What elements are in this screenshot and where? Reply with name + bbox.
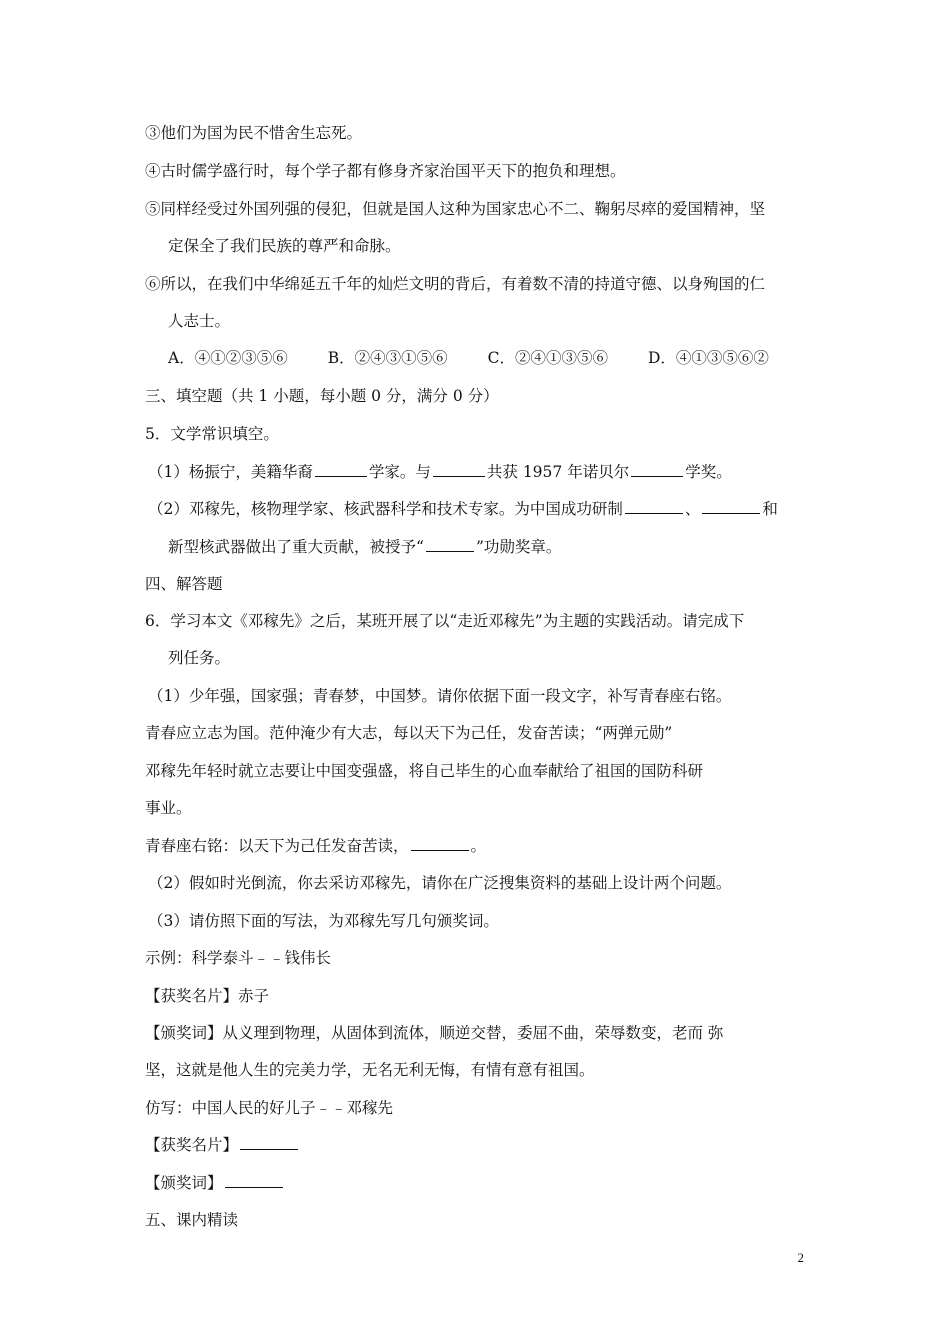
imitation-award-card: 【获奖名片】 — [145, 1134, 300, 1156]
answer-options — [168, 347, 769, 369]
sentence-6-line2: 人志士。 — [168, 312, 231, 330]
fill-blank — [433, 461, 485, 477]
passage-line3: 事业。 — [145, 799, 192, 817]
section-4-heading: 四、解答题 — [145, 575, 223, 593]
fill-blank — [625, 498, 683, 514]
fill-blank — [702, 498, 760, 514]
passage-line1: 青春应立志为国。范仲淹少有大志，每以天下为己任，发奋苦读；“两弹元勋” — [145, 724, 673, 742]
question-6-line1: 6．学习本文《邓稼先》之后，某班开展了以“走近邓稼先”为主题的实践活动。请完成下 — [145, 612, 745, 630]
sentence-6-line1: ⑥所以，在我们中华绵延五千年的灿烂文明的背后，有着数不清的持道守德、以身殉国的仁 — [145, 275, 766, 293]
example-title: 示例：科学泰斗﹣﹣钱伟长 — [145, 949, 332, 967]
fill-blank — [240, 1134, 298, 1150]
option-b: B．②④③①⑤⑥ — [327, 349, 448, 367]
passage-line2: 邓稼先年轻时就立志要让中国变强盛，将自己毕生的心血奉献给了祖国的国防科研 — [145, 762, 704, 780]
option-a: A．④①②③⑤⑥ — [168, 349, 288, 367]
question-6-3: （3）请仿照下面的写法，为邓稼先写几句颁奖词。 — [148, 912, 499, 930]
sentence-4: ④古时儒学盛行时，每个学子都有修身齐家治国平天下的抱负和理想。 — [145, 162, 626, 180]
fill-blank — [411, 835, 469, 851]
fill-blank — [631, 461, 683, 477]
option-c: C．②④①③⑤⑥ — [487, 349, 608, 367]
example-award-card: 【获奖名片】赤子 — [145, 987, 270, 1005]
example-award-words-line2: 坚，这就是他人生的完美力学，无名无利无悔，有情有意有祖国。 — [145, 1061, 595, 1079]
imitation-title: 仿写：中国人民的好儿子﹣﹣邓稼先 — [145, 1099, 394, 1117]
question-5-1: （1）杨振宁，美籍华裔 学家。与 共获 1957 年诺贝尔 学奖。 — [148, 463, 732, 481]
page-number: 2 — [797, 1250, 804, 1265]
question-5: 5．文学常识填空。 — [145, 425, 279, 443]
fill-blank — [426, 536, 474, 552]
question-6-1: （1）少年强，国家强；青春梦，中国梦。请你依据下面一段文字，补写青春座右铭。 — [148, 687, 732, 705]
option-d: D．④①③⑤⑥② — [647, 349, 769, 367]
fill-blank — [315, 461, 367, 477]
question-6-2: （2）假如时光倒流，你去采访邓稼先，请你在广泛搜集资料的基础上设计两个问题。 — [148, 874, 732, 892]
section-3-heading: 三、填空题（共 1 小题，每小题 0 分，满分 0 分） — [145, 387, 499, 405]
question-6-line2: 列任务。 — [168, 649, 231, 667]
motto-line: 青春座右铭：以天下为己任发奋苦读， 。 — [145, 837, 487, 855]
example-award-words-line1: 【颁奖词】从义理到物理，从固体到流体，顺逆交替，委屈不曲，荣辱数变，老而 弥 — [145, 1024, 724, 1042]
sentence-3: ③他们为国为民不惜舍生忘死。 — [145, 124, 363, 142]
imitation-award-words: 【颁奖词】 — [145, 1172, 285, 1194]
section-5-heading: 五、课内精读 — [145, 1211, 239, 1229]
sentence-5-line2: 定保全了我们民族的尊严和命脉。 — [168, 237, 401, 255]
question-5-2-line1: （2）邓稼先，核物理学家、核武器科学和技术专家。为中国成功研制 、 和 — [148, 500, 778, 518]
fill-blank — [225, 1172, 283, 1188]
sentence-5-line1: ⑤同样经受过外国列强的侵犯，但就是国人这种为国家忠心不二、鞠躬尽瘁的爱国精神，坚 — [145, 200, 766, 218]
question-5-2-line2: 新型核武器做出了重大贡献，被授予“ ”功勋奖章。 — [168, 538, 562, 556]
